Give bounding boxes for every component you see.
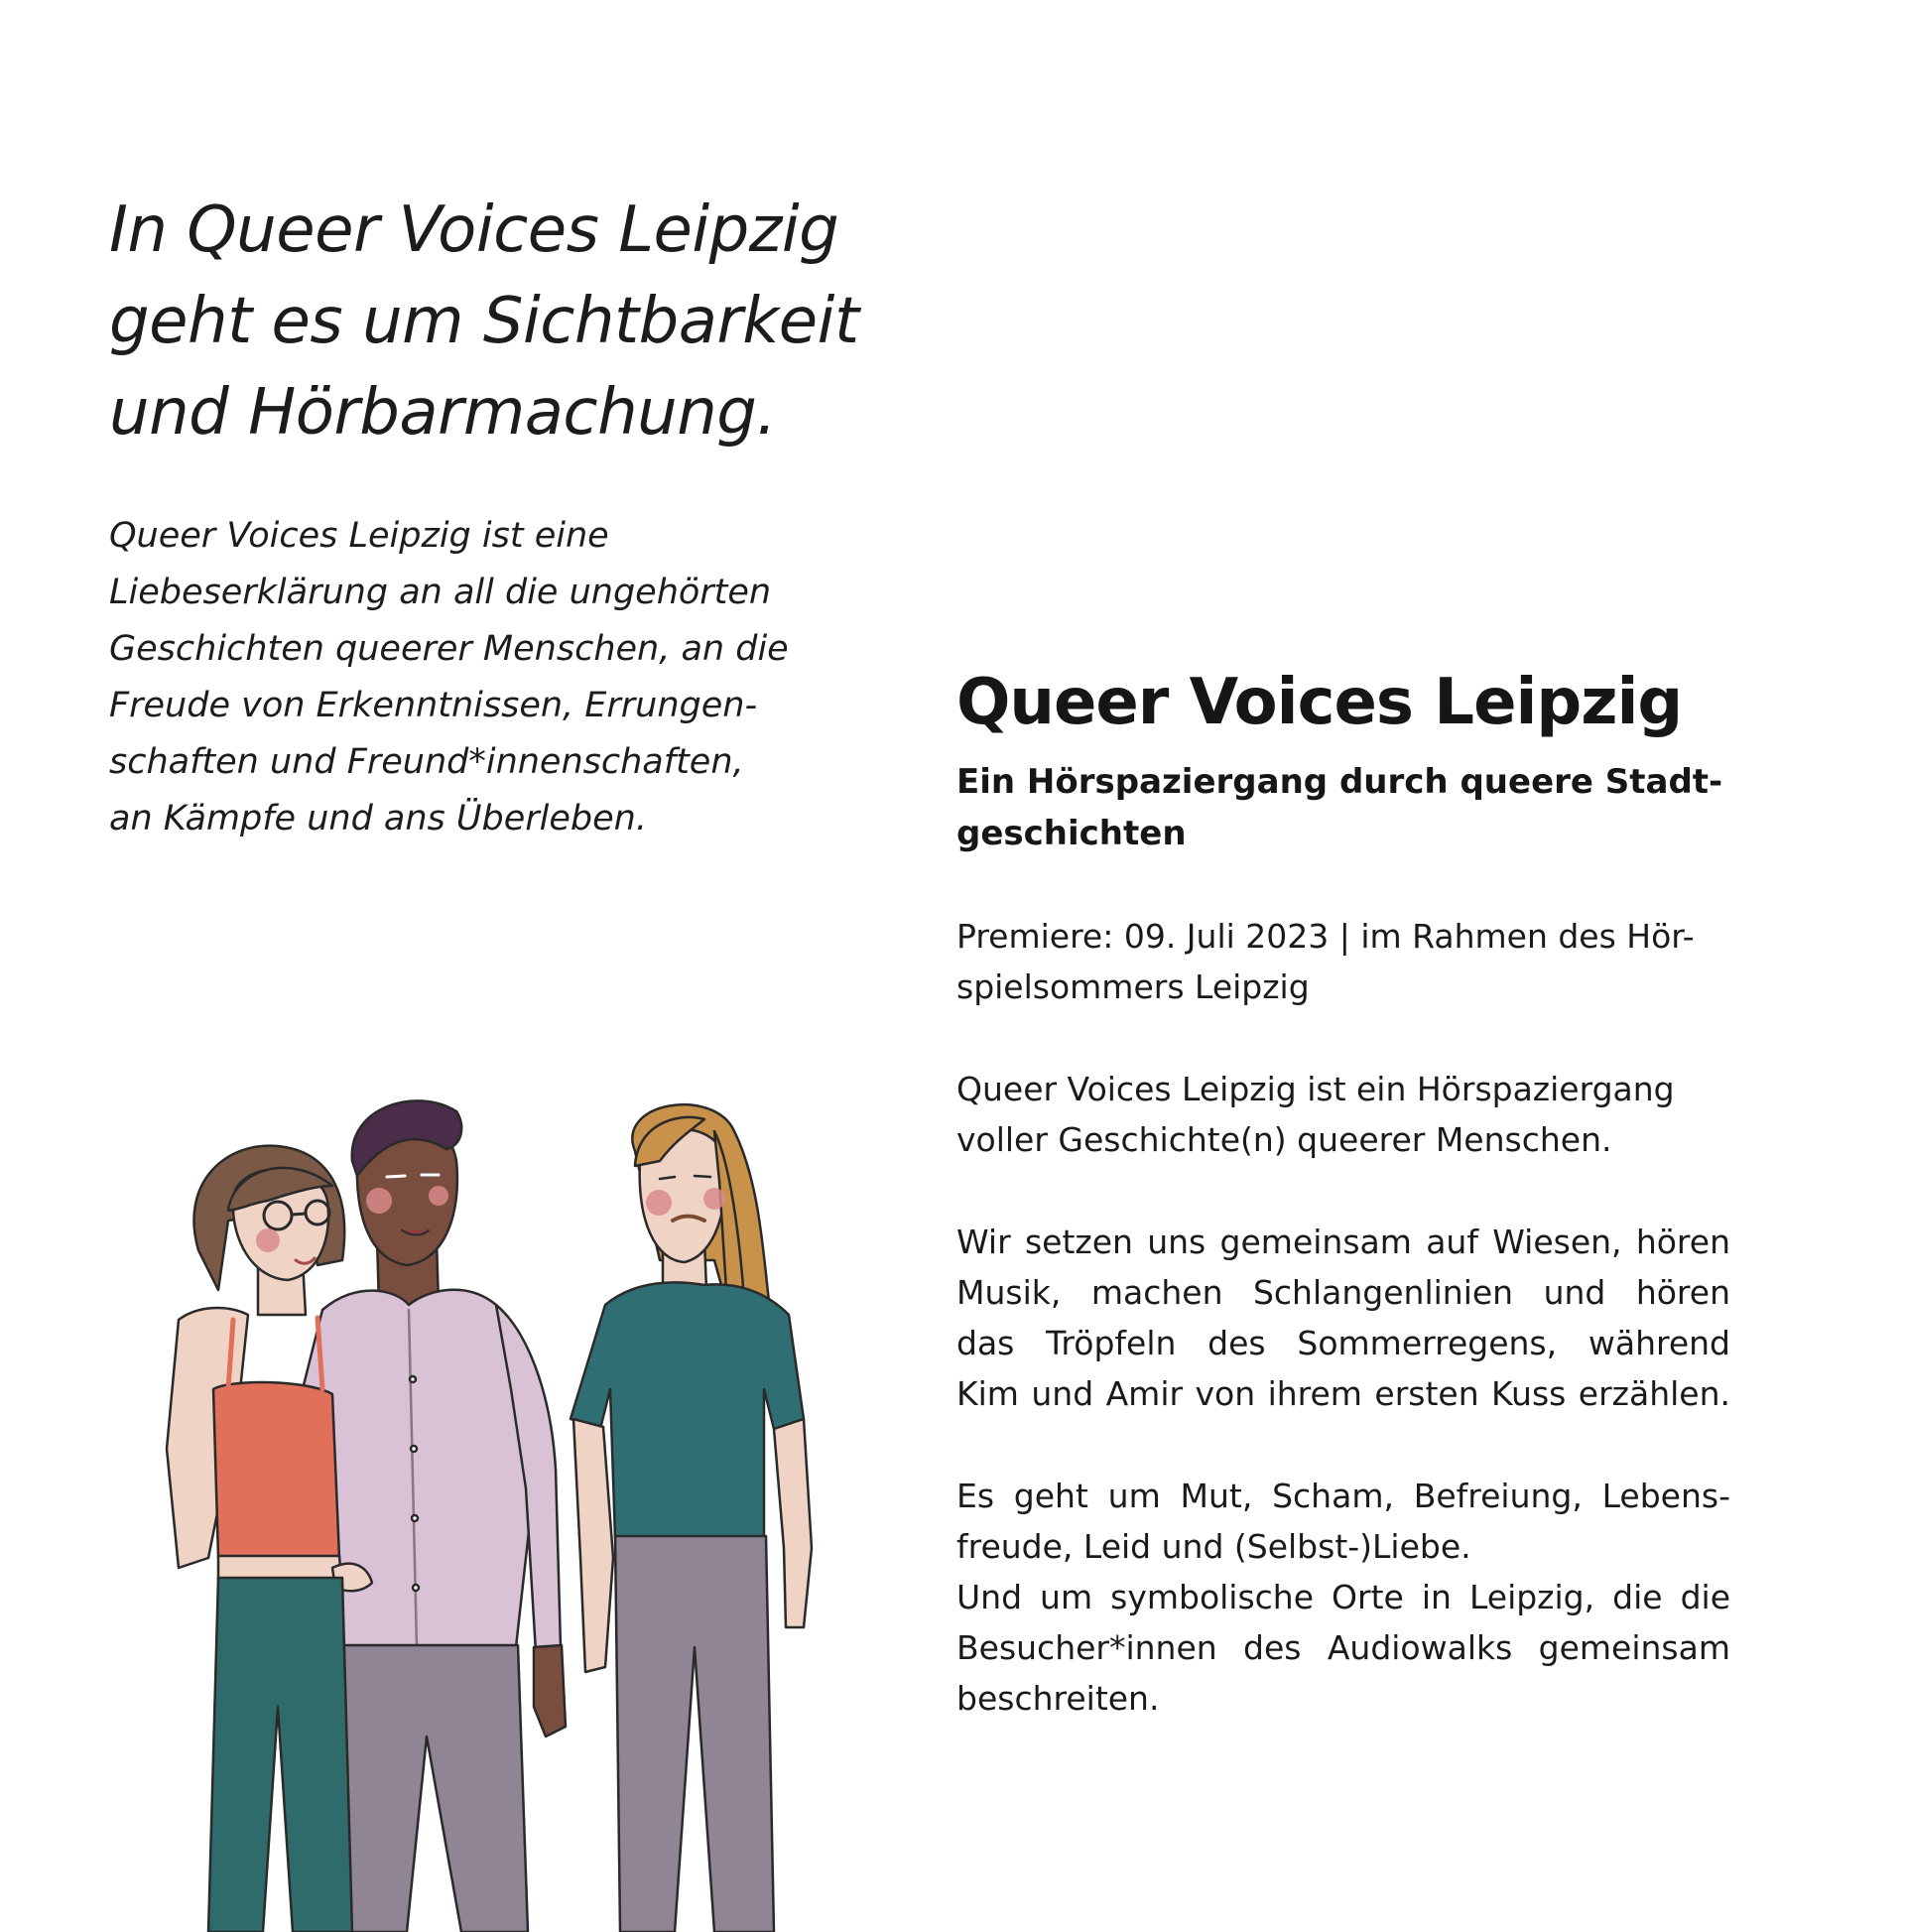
intro-text-line: Geschichten queerer Menschen, an die bbox=[109, 629, 789, 669]
intro-heading-line: In Queer Voices Leipzig bbox=[109, 193, 839, 267]
premiere-line: spielsommers Leipzig bbox=[956, 967, 1310, 1006]
paragraph-line: das Tröpfeln des Sommerregens, während bbox=[956, 1324, 1730, 1362]
description-paragraph-2 bbox=[956, 1217, 1730, 1419]
description-paragraph-1 bbox=[956, 1064, 1730, 1165]
intro-heading bbox=[109, 185, 903, 458]
intro-text bbox=[109, 508, 863, 847]
page-title: Queer Voices Leipzig bbox=[956, 666, 1683, 739]
paragraph-line: Und um symbolische Orte in Leipzig, die die bbox=[956, 1578, 1730, 1616]
description-paragraph-3 bbox=[956, 1471, 1730, 1724]
person-right-figure bbox=[571, 1104, 812, 1932]
intro-text-line: Freude von Erkenntnissen, Errungen- bbox=[109, 686, 758, 725]
paragraph-line: Queer Voices Leipzig ist ein Hörspaziergang bbox=[956, 1070, 1675, 1108]
intro-text-line: Queer Voices Leipzig ist eine bbox=[109, 516, 609, 556]
subtitle bbox=[956, 756, 1730, 859]
paragraph-line: freude, Leid und (Selbst-)Liebe. bbox=[956, 1527, 1471, 1566]
three-people-illustration bbox=[119, 1092, 833, 1932]
intro-heading-line: und Hörbarmachung. bbox=[109, 376, 777, 450]
intro-text-line: Liebeserklärung an all die ungehörten bbox=[109, 573, 772, 612]
subtitle-line: Ein Hörspaziergang durch queere Stadt- bbox=[956, 762, 1723, 802]
paragraph-line: Es geht um Mut, Scham, Befreiung, Lebens- bbox=[956, 1477, 1730, 1515]
intro-text-line: schaften und Freund*innenschaften, bbox=[109, 742, 744, 782]
subtitle-line: geschichten bbox=[956, 814, 1187, 853]
paragraph-line: Wir setzen uns gemeinsam auf Wiesen, hören bbox=[956, 1223, 1730, 1261]
paragraph-line: beschreiten. bbox=[956, 1679, 1160, 1718]
intro-text-line: an Kämpfe und ans Überleben. bbox=[109, 799, 647, 838]
paragraph-line: voller Geschichte(n) queerer Menschen. bbox=[956, 1120, 1612, 1159]
paragraph-line: Besucher*innen des Audiowalks gemeinsam bbox=[956, 1628, 1730, 1667]
paragraph-line: Kim und Amir von ihrem ersten Kuss erzählen. bbox=[956, 1374, 1730, 1413]
main-content bbox=[956, 663, 1730, 1724]
paragraph-line: Musik, machen Schlangenlinien und hören bbox=[956, 1273, 1730, 1312]
premiere-line: Premiere: 09. Juli 2023 | im Rahmen des Hör- bbox=[956, 917, 1695, 956]
premiere-info bbox=[956, 911, 1730, 1012]
intro-heading-line: geht es um Sichtbarkeit bbox=[109, 285, 859, 358]
